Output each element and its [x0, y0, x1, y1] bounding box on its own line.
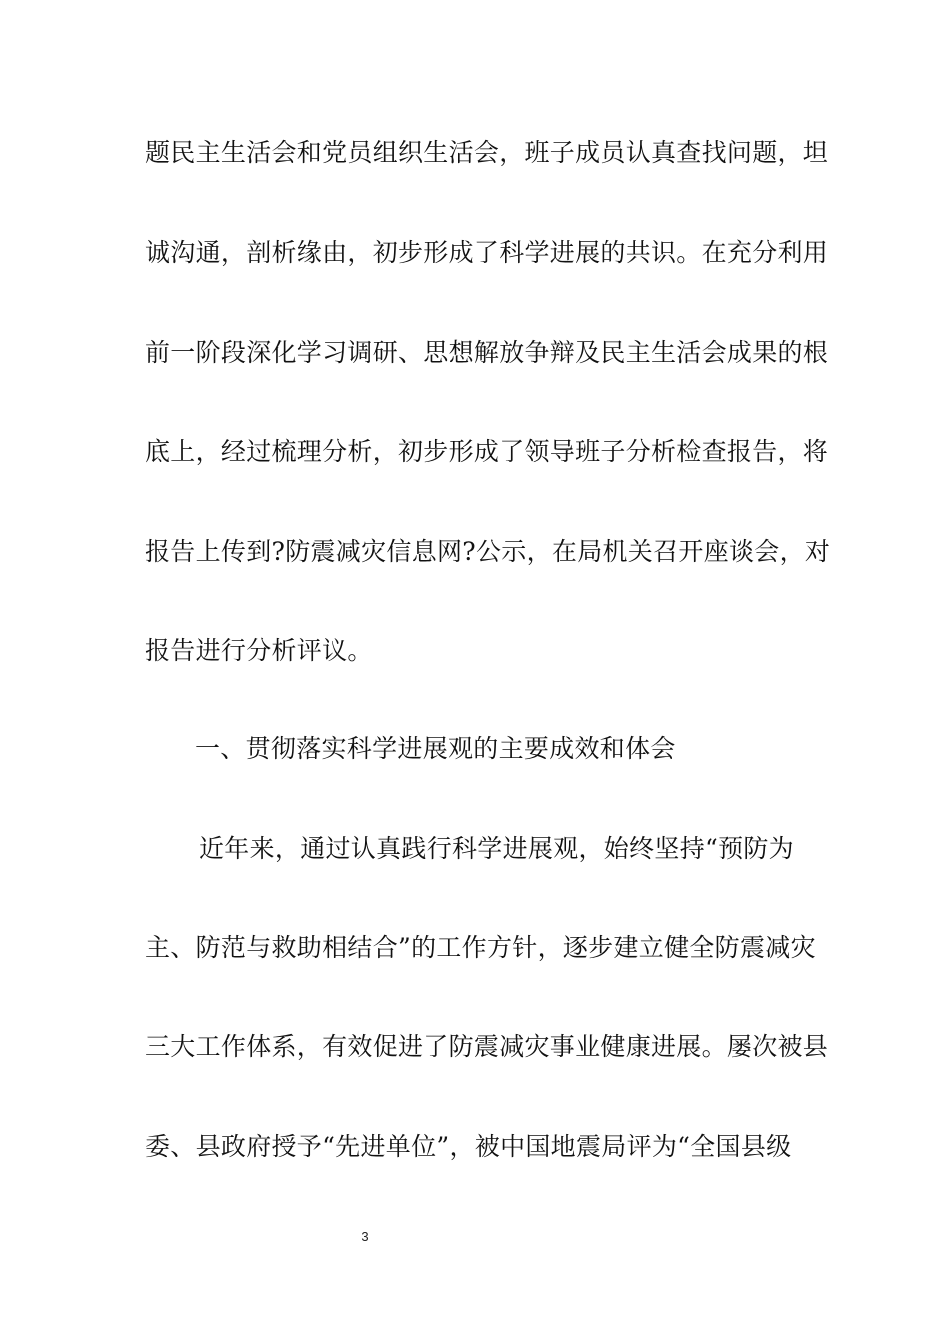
- paragraph-line: 底上，经过梳理分析，初步形成了领导班子分析检查报告，将: [145, 437, 829, 466]
- paragraph-line: 诚沟通，剖析缘由，初步形成了科学进展的共识。在充分利用: [145, 238, 829, 267]
- section-heading: 一、贯彻落实科学进展观的主要成效和体会: [195, 734, 676, 763]
- paragraph-line: 报告上传到?防震减灾信息网?公示，在局机关召开座谈会，对: [145, 537, 831, 566]
- paragraph-line: 报告进行分析评议。: [145, 636, 373, 665]
- paragraph-line: 委、县政府授予“先进单位”，被中国地震局评为“全国县级: [145, 1132, 792, 1161]
- paragraph-line: 近年来，通过认真践行科学进展观，始终坚持“预防为: [199, 834, 794, 863]
- paragraph-line: 前一阶段深化学习调研、思想解放争辩及民主生活会成果的根: [145, 338, 829, 367]
- paragraph-line: 题民主生活会和党员组织生活会，班子成员认真查找问题，坦: [145, 138, 829, 167]
- paragraph-line: 三大工作体系，有效促进了防震减灾事业健康进展。屡次被县: [145, 1032, 829, 1061]
- page-number: 3: [361, 1229, 369, 1244]
- paragraph-line: 主、防范与救助相结合”的工作方针，逐步建立健全防震减灾: [145, 933, 816, 962]
